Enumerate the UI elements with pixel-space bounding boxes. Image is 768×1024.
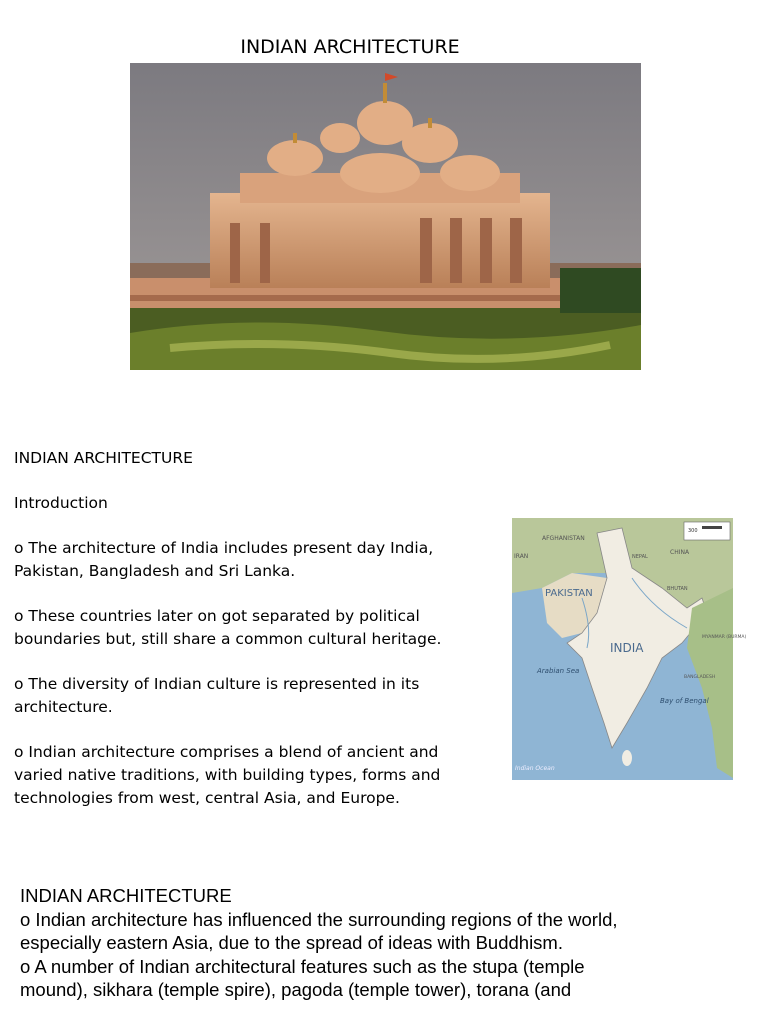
map-label-bay-of-bengal: Bay of Bengal	[660, 697, 709, 705]
map-scale: 300	[688, 528, 698, 534]
map-label-bangladesh: BANGLADESH	[684, 675, 716, 680]
map-label-nepal: NEPAL	[632, 554, 648, 560]
intro-point: o The diversity of Indian culture is represented in its architecture.	[14, 675, 420, 716]
map-label-afghanistan: AFGHANISTAN	[542, 535, 585, 542]
map-label-indian-ocean: Indian Ocean	[515, 765, 555, 772]
section-2	[20, 884, 620, 1002]
intro-subheading: Introduction	[14, 494, 108, 512]
section2-point: o A number of Indian architectural features such as the stupa (temple mound), sikhara (temple spire), pagoda (temple tower), torana (and	[20, 955, 585, 1000]
map-label-iran: IRAN	[514, 553, 529, 560]
temple-photo	[130, 63, 641, 370]
intro-point: o These countries later on got separated by political boundaries but, still share a common cultural heritage.	[14, 607, 442, 648]
india-map	[512, 518, 747, 780]
section2-heading: INDIAN ARCHITECTURE	[20, 885, 232, 906]
map-label-bhutan: BHUTAN	[667, 586, 688, 592]
map-label-china: CHINA	[670, 549, 690, 556]
intro-point: o Indian architecture comprises a blend of ancient and varied native traditions, with building types, forms and technologies from west, central Asia, and Europe.	[14, 743, 441, 807]
map-label-india: INDIA	[610, 641, 644, 655]
intro-section	[14, 447, 474, 832]
page-title: INDIAN ARCHITECTURE	[240, 36, 460, 58]
map-label-arabian-sea: Arabian Sea	[537, 667, 580, 675]
intro-heading: INDIAN ARCHITECTURE	[14, 449, 193, 467]
intro-point: o The architecture of India includes present day India, Pakistan, Bangladesh and Sri Lanka.	[14, 539, 434, 580]
map-label-myanmar: MYANMAR (BURMA)	[702, 635, 747, 640]
map-label-pakistan: PAKISTAN	[545, 588, 593, 599]
section2-point: o Indian architecture has influenced the surrounding regions of the world, especially eastern Asia, due to the spread of ideas with Buddhism.	[20, 908, 618, 953]
